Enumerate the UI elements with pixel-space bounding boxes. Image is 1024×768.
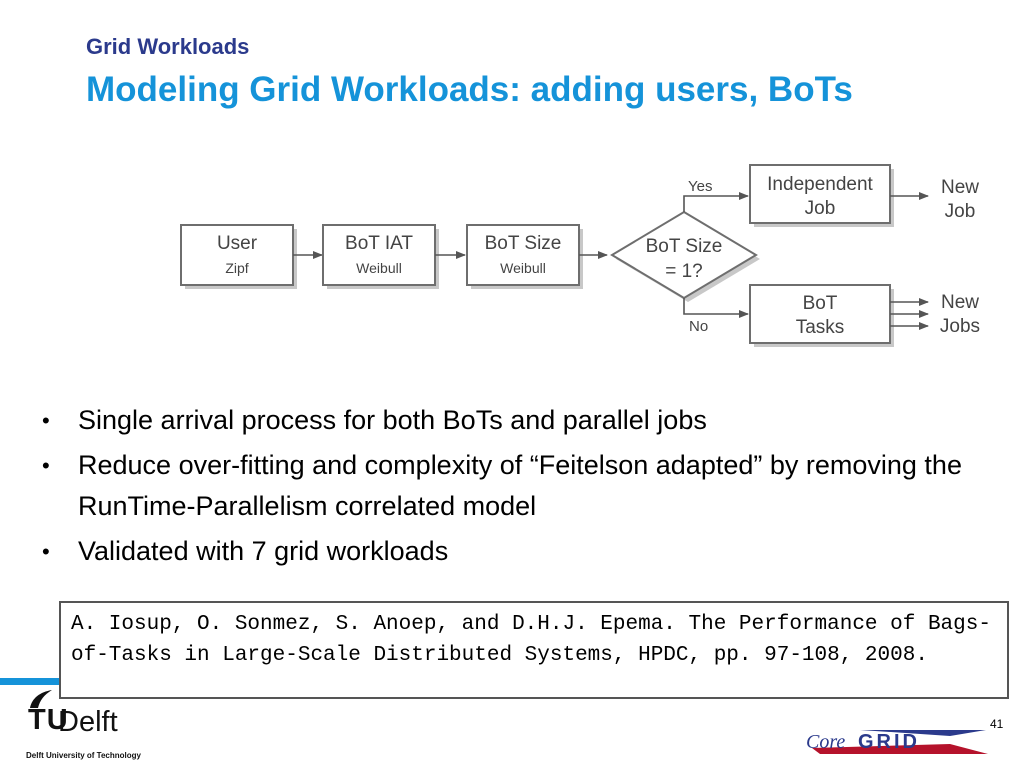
bot-tasks-label-line2: Tasks bbox=[795, 317, 845, 338]
independent-job-label-line2: Job bbox=[804, 198, 836, 219]
bot-size-box-distribution: Weibull bbox=[500, 260, 546, 276]
page-number: 41 bbox=[990, 717, 1004, 731]
university-name: Delft University of Technology bbox=[26, 751, 141, 760]
yes-label: Yes bbox=[688, 178, 713, 195]
bot-size-box-label: BoT Size bbox=[484, 233, 562, 254]
tu-logo-name: Delft bbox=[58, 706, 118, 738]
decision-label-line2: = 1? bbox=[665, 261, 703, 282]
bullet-item: • Reduce over-fitting and complexity of “Feitelson adapted” by removing the RunTime-Parallelism correlated model bbox=[40, 445, 980, 527]
user-box-distribution: Zipf bbox=[225, 260, 249, 276]
coregrid-core-text: Core bbox=[806, 731, 846, 753]
bot-size-box bbox=[467, 225, 583, 289]
new-jobs-label-line2: Jobs bbox=[939, 316, 981, 337]
independent-job-box bbox=[750, 165, 894, 227]
decision-label-line1: BoT Size bbox=[645, 236, 723, 257]
bot-iat-box bbox=[323, 225, 439, 289]
coregrid-grid-text: GRID bbox=[858, 731, 920, 753]
coregrid-logo bbox=[800, 724, 990, 758]
user-box-label: User bbox=[216, 233, 258, 254]
bot-iat-box-distribution: Weibull bbox=[356, 260, 402, 276]
user-box bbox=[181, 225, 297, 289]
arrow-yes-branch bbox=[684, 196, 748, 212]
bullet-list bbox=[40, 400, 980, 576]
new-job-label-line1: New bbox=[940, 177, 980, 198]
no-label: No bbox=[689, 318, 709, 335]
bot-tasks-label-line1: BoT bbox=[802, 293, 838, 314]
new-job-label-line2: Job bbox=[944, 201, 976, 222]
bullet-item: • Validated with 7 grid workloads bbox=[40, 531, 980, 572]
tu-logo-mark: TU bbox=[28, 704, 69, 736]
bullet-item: • Single arrival process for both BoTs and parallel jobs bbox=[40, 400, 980, 441]
independent-job-label-line1: Independent bbox=[767, 174, 873, 195]
slide-title: Modeling Grid Workloads: adding users, BoTs bbox=[86, 70, 853, 109]
slide-subtitle: Grid Workloads bbox=[86, 34, 250, 59]
arrow-no-branch bbox=[684, 298, 748, 314]
bot-iat-box-label: BoT IAT bbox=[345, 233, 413, 254]
decision-diamond bbox=[612, 212, 760, 302]
reference-citation-box: A. Iosup, O. Sonmez, S. Anoep, and D.H.J. Epema. The Performance of Bags-of-Tasks in Large-Scale Distributed Systems, HPDC, pp. 97-108, 2008. bbox=[59, 601, 1009, 699]
bot-tasks-box bbox=[750, 285, 894, 347]
new-jobs-label-line1: New bbox=[940, 292, 980, 313]
